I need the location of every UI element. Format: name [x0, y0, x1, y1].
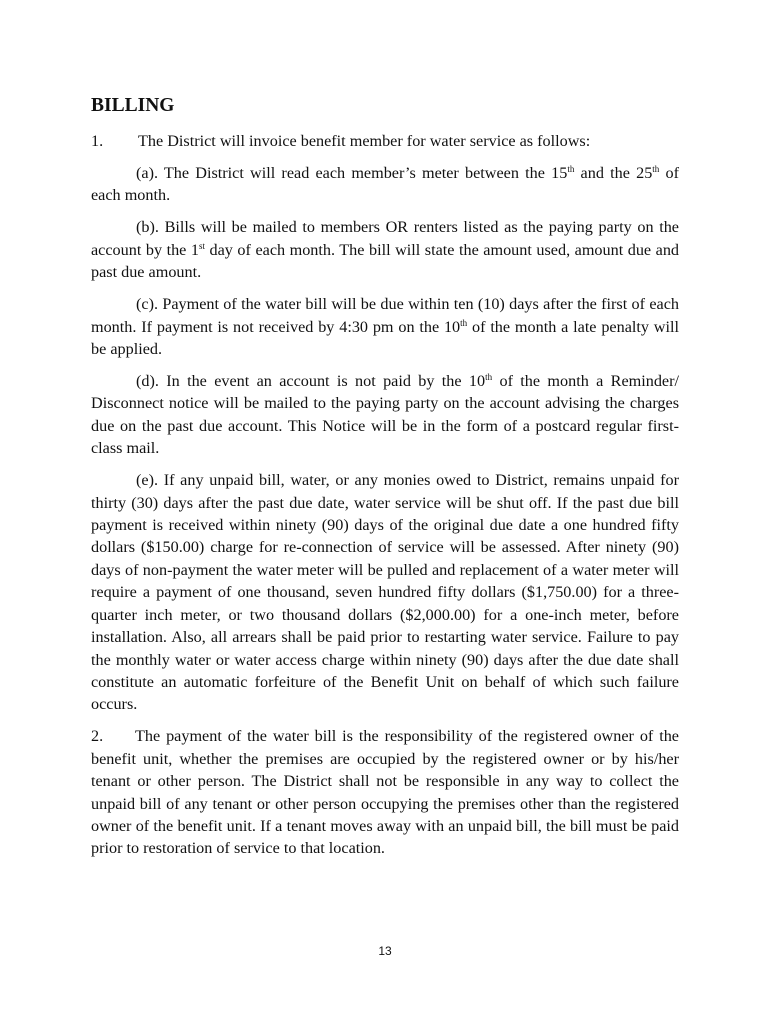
item-1 [91, 130, 679, 152]
subitem-b-sup-1: st [198, 240, 205, 251]
item-1-number: 1. [91, 132, 104, 150]
subitem-c [91, 293, 679, 360]
subitem-b-text-2: day of each month. The bill will state the amount used, amount due and past due amount. [91, 240, 680, 282]
subitem-a-text-2: and the 25 [574, 164, 653, 182]
subitem-c-sup-1: th [460, 317, 468, 328]
subitem-a-text-1: (a). The District will read each member’s meter between the 15 [136, 164, 568, 182]
subitem-a-text-3: of each month. [91, 164, 679, 205]
subitem-b-text-1: (b). Bills will be mailed to members OR renters listed as the paying party on the account by the 1 [91, 218, 679, 259]
section-heading: BILLING [91, 95, 175, 116]
item-2 [91, 725, 679, 859]
item-2-number: 2. [91, 727, 104, 746]
subitem-a-sup-1: th [567, 164, 575, 174]
subitem-d-sup-1: th [485, 372, 493, 383]
page-number: 13 [378, 944, 392, 958]
subitem-d-text-2: of the month a Reminder/ Disconnect notice will be mailed to the paying party on the account advising the charges due on the past due account. This Notice will be in the form of a postcard regular first-class mail. [91, 372, 679, 458]
subitem-b [91, 216, 679, 283]
subitem-a [91, 162, 679, 207]
subitem-c-text-1: (c). Payment of the water bill will be due within ten (10) days after the first of each month. If payment is not received by 4:30 pm on the 10 [91, 295, 679, 336]
item-1-text: The District will invoice benefit member for water service as follows: [138, 132, 591, 150]
subitem-e: (e). If any unpaid bill, water, or any monies owed to District, remains unpaid for thirty (30) days after the past due date, water service will be shut off. If the past due bill payment is received within ninety (90) days of the original due date a one hundred fifty dollars ($150.00) charge for re-connection of service will be assessed. After ninety (90) days of non-payment the water meter will be pulled and replacement of a water meter will require a payment of one thousand, seven hundred fifty dollars ($1,750.00) for a three-quarter inch meter, or two thousand dollars ($2,000.00) for a one-inch meter, before installation. Also, all arrears shall be paid prior to restarting water service. Failure to pay the monthly water or water access charge within ninety (90) days after the due date shall constitute an automatic forfeiture of the Benefit Unit on behalf of which such failure occurs. [91, 471, 679, 714]
item-2-text: The payment of the water bill is the responsibility of the registered owner of the benefit unit, whether the premises are occupied by the registered owner or by his/her tenant or other person. The District shall not be responsible in any way to collect the unpaid bill of any tenant or other person occupying the premises other than the registered owner of the benefit unit. If a tenant moves away with an unpaid bill, the bill must be paid prior to restoration of service to that location. [91, 727, 679, 858]
subitem-d-text-1: (d). In the event an account is not paid by the 10 [136, 372, 486, 391]
subitem-a-sup-2: th [652, 164, 660, 174]
subitem-c-text-2: of the month a late penalty will be applied. [91, 317, 679, 359]
section-body [91, 130, 679, 869]
subitem-d [91, 370, 679, 460]
